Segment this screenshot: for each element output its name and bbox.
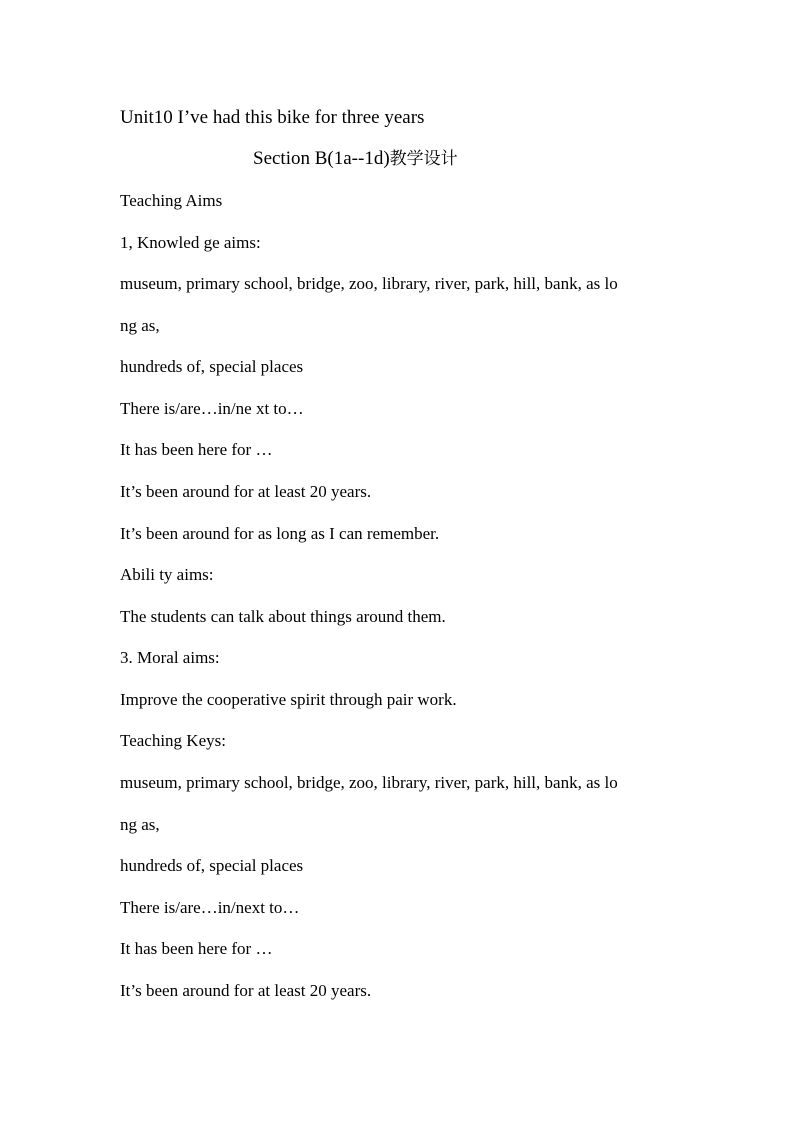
document-subtitle	[253, 148, 458, 170]
text-line: It’s been around for at least 20 years.	[120, 981, 372, 1000]
text-line: Improve the cooperative spirit through pair work.	[120, 690, 457, 709]
text-line: The students can talk about things around them.	[120, 607, 446, 626]
text-line: museum, primary school, bridge, zoo, library, river, park, hill, bank, as lo	[120, 274, 618, 293]
heading-ability-aims: Abili ty aims:	[120, 565, 214, 584]
subtitle-section: Section B(1a--1d)	[253, 148, 390, 169]
text-line: It has been here for …	[120, 440, 273, 459]
text-line: There is/are…in/ne xt to…	[120, 399, 304, 418]
text-line: It’s been around for at least 20 years.	[120, 482, 372, 501]
subtitle-cjk: 教学设计	[389, 149, 458, 169]
text-line: ng as,	[120, 815, 160, 834]
text-line: It has been here for …	[120, 939, 273, 958]
heading-teaching-aims: Teaching Aims	[120, 191, 223, 210]
heading-moral-aims: 3. Moral aims:	[120, 648, 220, 667]
text-line: ng as,	[120, 316, 160, 335]
text-line: hundreds of, special places	[120, 357, 304, 376]
text-line: museum, primary school, bridge, zoo, library, river, park, hill, bank, as lo	[120, 773, 618, 792]
text-line: hundreds of, special places	[120, 856, 304, 875]
heading-teaching-keys: Teaching Keys:	[120, 731, 226, 750]
text-line: It’s been around for as long as I can remember.	[120, 524, 440, 543]
heading-knowledge-aims: 1, Knowled ge aims:	[120, 233, 261, 252]
text-line: There is/are…in/next to…	[120, 898, 300, 917]
document-title: Unit10 I’ve had this bike for three years	[120, 107, 425, 128]
